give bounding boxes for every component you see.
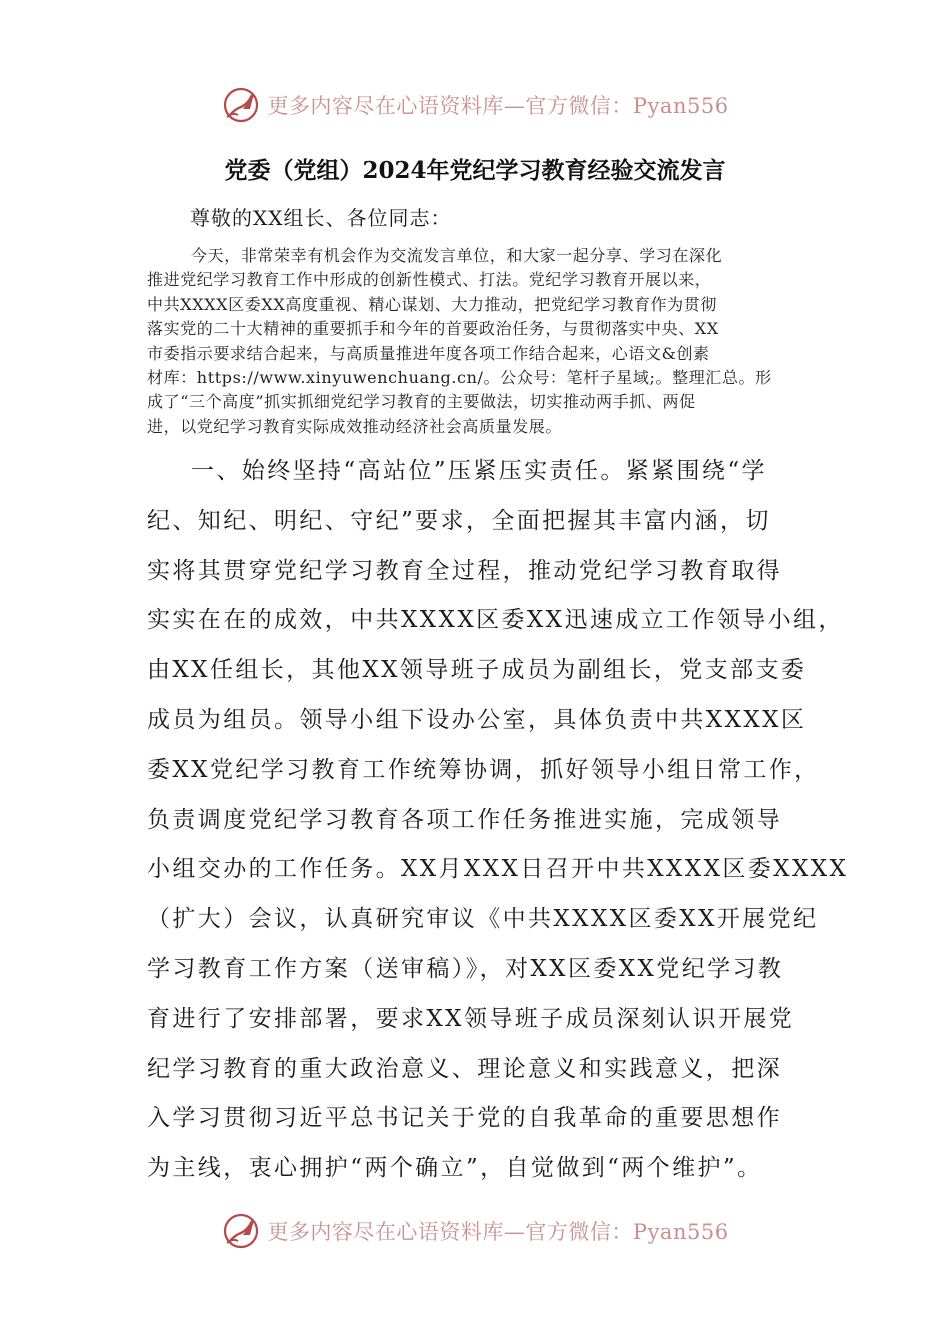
body-paragraph [147,447,849,1194]
intro-line: 进，以党纪学习教育实际成效推动经济社会高质量发展。 [147,416,563,436]
watermark-text: 更多内容尽在心语资料库—官方微信：Pyan556 [267,1220,729,1244]
body-line: 纪学习教育的重大政治意义、理论意义和实践意义，把深 [147,1055,782,1082]
body-line: 学习教育工作方案（送审稿）》，对XX区委XX党纪学习教 [147,955,784,982]
salutation: 尊敬的XX组长、各位同志： [190,206,452,230]
intro-paragraph [147,244,807,439]
body-line: 育进行了安排部署，要求XX领导班子成员深刻认识开展党 [147,1005,795,1032]
body-line: 为主线，衷心拥护“两个确立”，自觉做到“两个维护”。 [147,1155,763,1182]
body-line: 成员为组员。领导小组下设办公室，具体负责中共XXXX区 [147,706,807,733]
body-line: 委XX党纪学习教育工作统筹协调，抓好领导小组日常工作， [147,756,820,783]
document-title: 党委（党组）2024年党纪学习教育经验交流发言 [224,157,726,184]
watermark-text: 更多内容尽在心语资料库—官方微信：Pyan556 [267,94,729,118]
intro-line: 中共XXXX区委XX高度重视、精心谋划、大力推动，把党纪学习教育作为贯彻 [147,294,717,314]
intro-line: 成了“三个高度”抓实抓细党纪学习教育的主要做法，切实推动两手抓、两促 [147,392,696,412]
intro-line: 材库：https://www.xinyuwenchuang.cn/。公众号：笔杆子星域;。整理汇总。形 [147,368,772,388]
pen-logo-icon [221,85,261,125]
body-line: 纪、知纪、明纪、守纪”要求，全面把握其丰富内涵，切 [147,507,771,534]
pen-logo-icon [221,1211,261,1251]
intro-line: 推进党纪学习教育工作中形成的创新性模式、打法。党纪学习教育开展以来， [147,270,712,290]
body-line: （扩大）会议，认真研究审议《中共XXXX区委XX开展党纪 [147,906,819,933]
body-line: 负责调度党纪学习教育各项工作任务推进实施，完成领导 [147,806,782,833]
body-line: 入学习贯彻习近平总书记关于党的自我革命的重要思想作 [147,1105,782,1132]
body-line: 由XX任组长，其他XX领导班子成员为副组长，党支部支委 [147,657,807,684]
intro-line: 今天，非常荣幸有机会作为交流发言单位，和大家一起分享、学习在深化 [191,246,723,265]
header-watermark [0,80,950,130]
body-line: 实将其贯穿党纪学习教育全过程，推动党纪学习教育取得 [147,557,782,584]
body-line: 实实在在的成效，中共XXXX区委XX迅速成立工作领导小组， [147,607,844,634]
footer-watermark [0,1206,950,1256]
body-line: 小组交办的工作任务。XX月XXX日召开中共XXXX区委XXXX [147,856,849,883]
body-line: 一、始终坚持“高站位”压紧压实责任。紧紧围绕“学 [191,458,767,484]
intro-line: 市委指示要求结合起来，与高质量推进年度各项工作结合起来，心语文&创素 [147,343,710,363]
intro-line: 落实党的二十大精神的重要抓手和今年的首要政治任务，与贯彻落实中央、XX [147,319,719,339]
